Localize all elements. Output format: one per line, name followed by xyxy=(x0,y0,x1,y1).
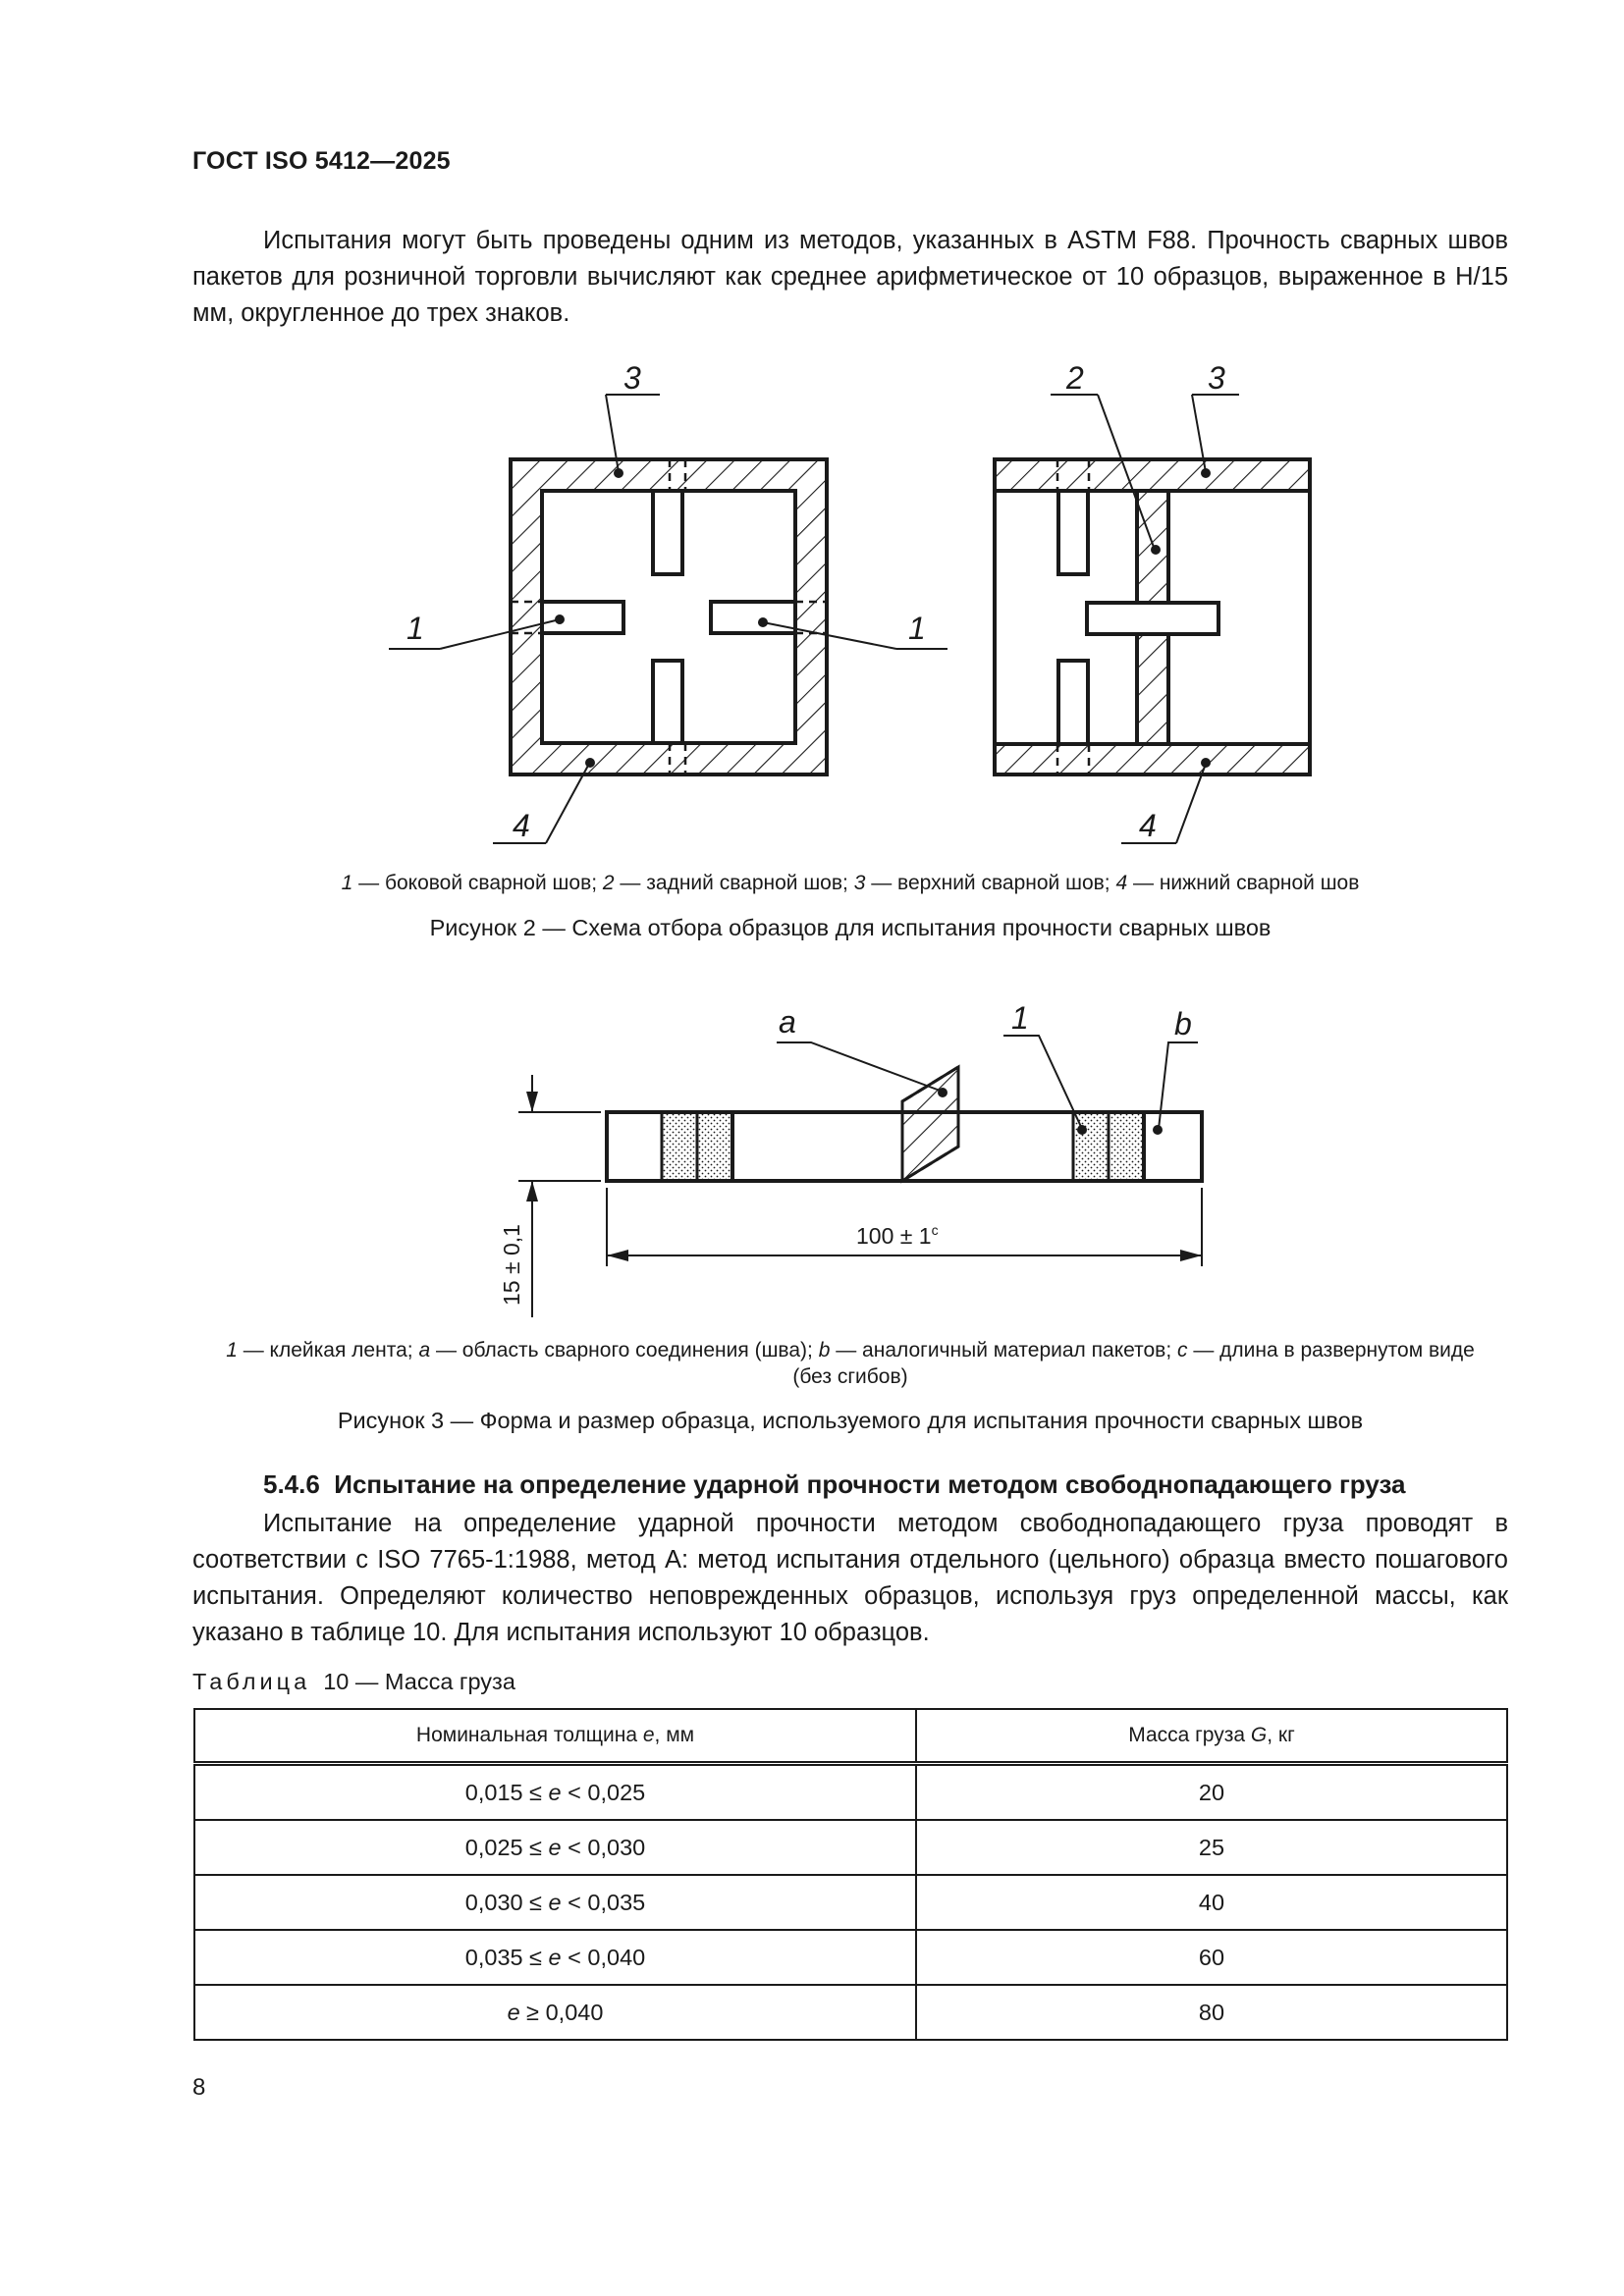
document-header: ГОСТ ISO 5412—2025 xyxy=(192,147,451,175)
section-title: Испытание на определение ударной прочности методом свободнопадающего груза xyxy=(334,1469,1406,1499)
table-cell-thickness: 0,015 ≤ e < 0,025 xyxy=(194,1764,916,1821)
figure3-point-1 xyxy=(1077,1125,1087,1135)
figure3-specimen xyxy=(607,1067,1202,1181)
table-cell-mass: 60 xyxy=(916,1930,1507,1985)
figure2-label-3-left: 3 xyxy=(623,360,641,396)
figure3-arrow-bottom xyxy=(526,1181,538,1201)
table-header-row xyxy=(194,1709,1507,1764)
figure3-label-b: b xyxy=(1174,1006,1192,1041)
figure2-label-1-left: 1 xyxy=(406,611,424,646)
figure3-arrow-right xyxy=(1180,1250,1202,1261)
figure3-arrow-top xyxy=(526,1092,538,1112)
section-number: 5.4.6 xyxy=(263,1469,320,1499)
table-header-mass: Масса груза G, кг xyxy=(916,1709,1507,1764)
table-row xyxy=(194,1930,1507,1985)
table-cell-thickness: e ≥ 0,040 xyxy=(194,1985,916,2040)
table-cell-mass: 80 xyxy=(916,1985,1507,2040)
section-heading xyxy=(263,1469,1406,1500)
figure2-point-1-right xyxy=(758,617,768,627)
figure3-label-a: a xyxy=(779,1004,796,1040)
table-title: Таблица 10 — Масса груза xyxy=(192,1669,515,1694)
figure3-arrow-left xyxy=(607,1250,628,1261)
section-paragraph xyxy=(192,1506,1508,1651)
figure2-label-4-right: 4 xyxy=(1139,808,1157,843)
table-cell-mass: 25 xyxy=(916,1820,1507,1875)
figure2-legend: 1 — боковой сварной шов; 2 — задний сварной шов; 3 — верхний сварной шов; 4 — нижний сварной шов xyxy=(341,872,1360,894)
figure2-label-1-right: 1 xyxy=(908,611,926,646)
table-row xyxy=(194,1820,1507,1875)
weight-mass-table xyxy=(193,1708,1508,2041)
figure2-point-2 xyxy=(1151,545,1161,555)
section-paragraph-text: Испытание на определение ударной прочности методом свободнопадающего груза проводят в соответствии с ISO 7765-1:1988, метод А: метод испытания отдельного (цельного) образца вместо пошагового испытания. Определяют количество неповрежденных образцов, используя груз определенной массы, как указано в таблице 10. Для испытания используют 10 образцов. xyxy=(192,1510,1508,1646)
table-row xyxy=(194,1985,1507,2040)
figure3-caption: Рисунок 3 — Форма и размер образца, используемого для испытания прочности сварных швов xyxy=(337,1408,1364,1433)
table-cell-mass: 20 xyxy=(916,1764,1507,1821)
table-cell-thickness: 0,030 ≤ e < 0,035 xyxy=(194,1875,916,1930)
figure2-label-3-right: 3 xyxy=(1208,360,1225,396)
figure2-point-4-right xyxy=(1201,758,1211,768)
figure3-point-a xyxy=(938,1088,947,1097)
table-cell-thickness: 0,025 ≤ e < 0,030 xyxy=(194,1820,916,1875)
figure2-label-4-left: 4 xyxy=(513,808,530,843)
table-cell-mass: 40 xyxy=(916,1875,1507,1930)
figure2-point-4-left xyxy=(585,758,595,768)
figure2-point-3-right xyxy=(1201,468,1211,478)
figure2-caption: Рисунок 2 — Схема отбора образцов для испытания прочности сварных швов xyxy=(429,915,1272,940)
table-row xyxy=(194,1875,1507,1930)
figure3-length-dimension: $100 \pm 1^c$ xyxy=(856,1222,939,1249)
table-cell-thickness: 0,035 ≤ e < 0,040 xyxy=(194,1930,916,1985)
table-row xyxy=(194,1764,1507,1821)
figure3-width-dimension: 15 ± 0,1 xyxy=(499,1224,524,1306)
figure2-label-2: 2 xyxy=(1066,360,1084,396)
page-number: 8 xyxy=(192,2074,206,2101)
figure3-label-1: 1 xyxy=(1011,1000,1029,1036)
intro-paragraph-text: Испытания могут быть проведены одним из методов, указанных в ASTM F88. Прочность сварных швов пакетов для розничной торговли вычисляют как среднее арифметическое от 10 образцов, выраженное в Н/15 мм, округленное до трех знаков. xyxy=(192,227,1508,327)
figure2-right-diagram xyxy=(995,459,1310,774)
figure2-point-1-left xyxy=(555,614,565,624)
figure3-point-b xyxy=(1153,1125,1163,1135)
figure3-legend: 1 — клейкая лента; a — область сварного соединения (шва); b — аналогичный материал пакетов; c — длина в развернутом виде (без сгибов) xyxy=(226,1339,1475,1388)
table-header-thickness: Номинальная толщина e, мм xyxy=(194,1709,916,1764)
figure2-point-3-left xyxy=(614,468,623,478)
